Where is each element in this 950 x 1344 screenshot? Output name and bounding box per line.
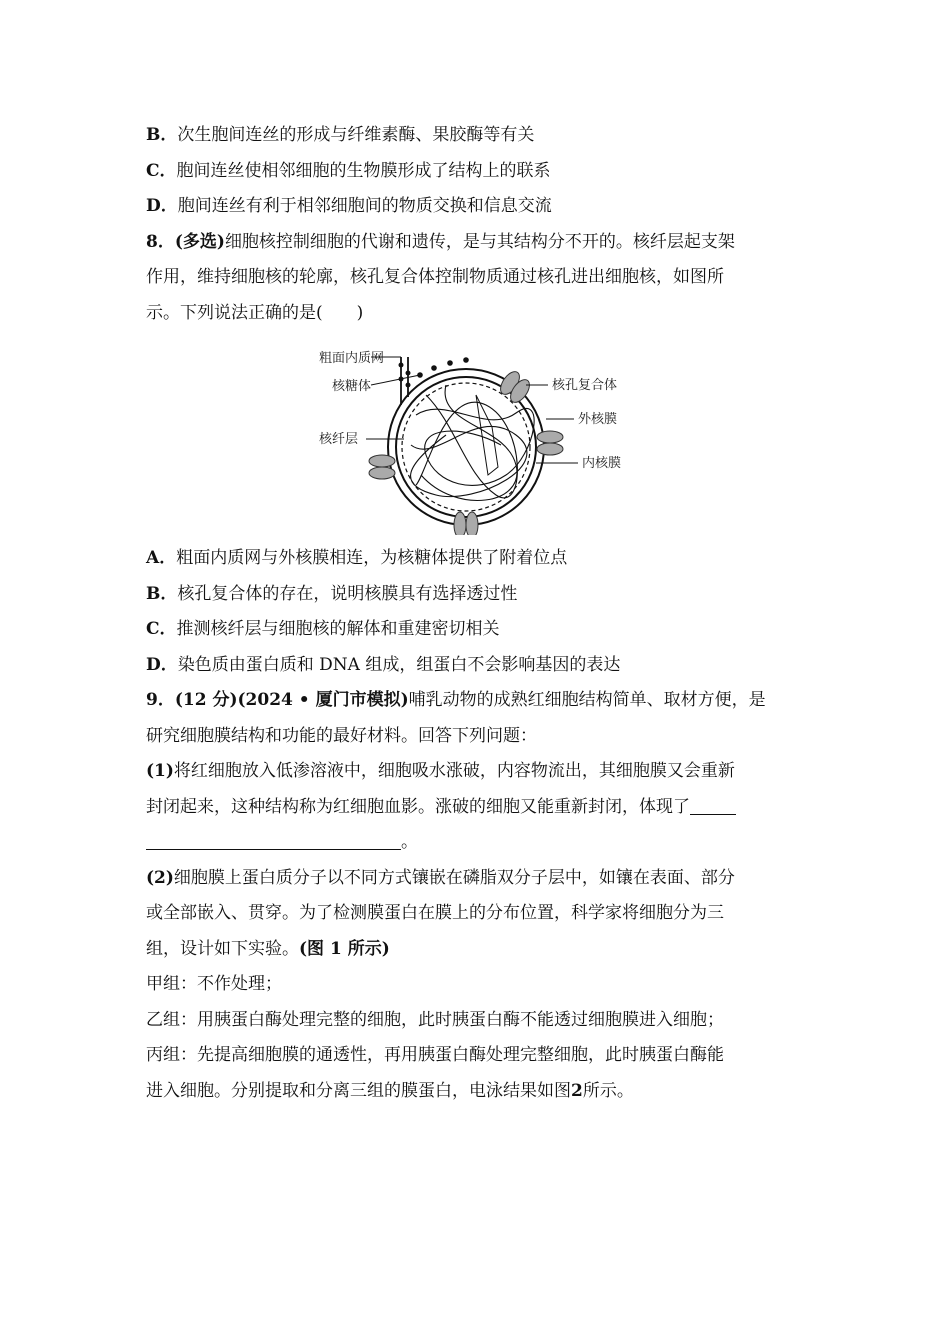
- answer-blank-1-cont[interactable]: [146, 831, 401, 850]
- group-bing: 丙组：先提高细胞膜的通透性，再用胰蛋白酶处理完整细胞，此时胰蛋白酶能: [146, 1045, 724, 1065]
- q8-stem: 8．(多选)细胞核控制细胞的代谢和遗传，是与其结构分不开的。核纤层起支架: [146, 231, 735, 252]
- q8-stem-line2: 作用，维持细胞核的轮廓，核孔复合体控制物质通过核孔进出细胞核，如图所: [146, 267, 724, 287]
- q9-part2: (2)细胞膜上蛋白质分子以不同方式镶嵌在磷脂双分子层中，如镶在表面、部分: [146, 867, 735, 888]
- q7-option-d: D．胞间连丝有利于相邻细胞间的物质交换和信息交流: [146, 196, 552, 216]
- label-npc: 核孔复合体: [552, 378, 618, 393]
- q9-part2-line3: 组，设计如下实验。(图 1 所示): [146, 938, 390, 959]
- label-ribosome: 核糖体: [332, 379, 372, 394]
- label-lamina: 核纤层: [319, 432, 359, 447]
- q9-stem-line2: 研究细胞膜结构和功能的最好材料。回答下列问题：: [146, 725, 537, 746]
- q8-option-b: B．核孔复合体的存在，说明核膜具有选择透过性: [146, 583, 518, 604]
- q7-option-b: B．次生胞间连丝的形成与纤维素酶、果胶酶等有关: [146, 125, 535, 145]
- q9-part1-line2: 封闭起来，这种结构称为红细胞血影。涨破的细胞又能重新封闭，体现了: [146, 790, 810, 826]
- q8-option-a: A．粗面内质网与外核膜相连，为核糖体提供了附着位点: [146, 548, 568, 568]
- q9-part1-line3: 。: [146, 825, 810, 861]
- label-inner-membrane: 内核膜: [582, 456, 622, 471]
- answer-blank-1[interactable]: [690, 796, 736, 815]
- q8-stem-line3: 示。下列说法正确的是( ): [146, 302, 364, 323]
- q8-option-d: D．染色质由蛋白质和 DNA 组成，组蛋白不会影响基因的表达: [146, 654, 621, 675]
- q7-option-c: C．胞间连丝使相邻细胞的生物膜形成了结构上的联系: [146, 160, 551, 181]
- nucleus-diagram: [316, 335, 646, 535]
- document-page: [146, 118, 810, 1109]
- q9-part1: (1)将红细胞放入低渗溶液中，细胞吸水涨破，内容物流出，其细胞膜又会重新: [146, 761, 735, 781]
- q8-option-c: C．推测核纤层与细胞核的解体和重建密切相关: [146, 619, 500, 639]
- q9-part2-line2: 或全部嵌入、贯穿。为了检测膜蛋白在膜上的分布位置，科学家将细胞分为三: [146, 903, 724, 923]
- q9-stem: 9．(12 分)(2024 • 厦门市模拟)哺乳动物的成熟红细胞结构简单、取材方便，是: [146, 690, 766, 710]
- label-rer: 粗面内质网: [319, 351, 385, 366]
- group-yi: 乙组：用胰蛋白酶处理完整的细胞，此时胰蛋白酶不能透过细胞膜进入细胞；: [146, 1009, 724, 1030]
- group-bing-line2: 进入细胞。分别提取和分离三组的膜蛋白，电泳结果如图2所示。: [146, 1080, 634, 1101]
- label-outer-membrane: 外核膜: [578, 412, 618, 427]
- group-jia: 甲组：不作处理；: [146, 974, 282, 994]
